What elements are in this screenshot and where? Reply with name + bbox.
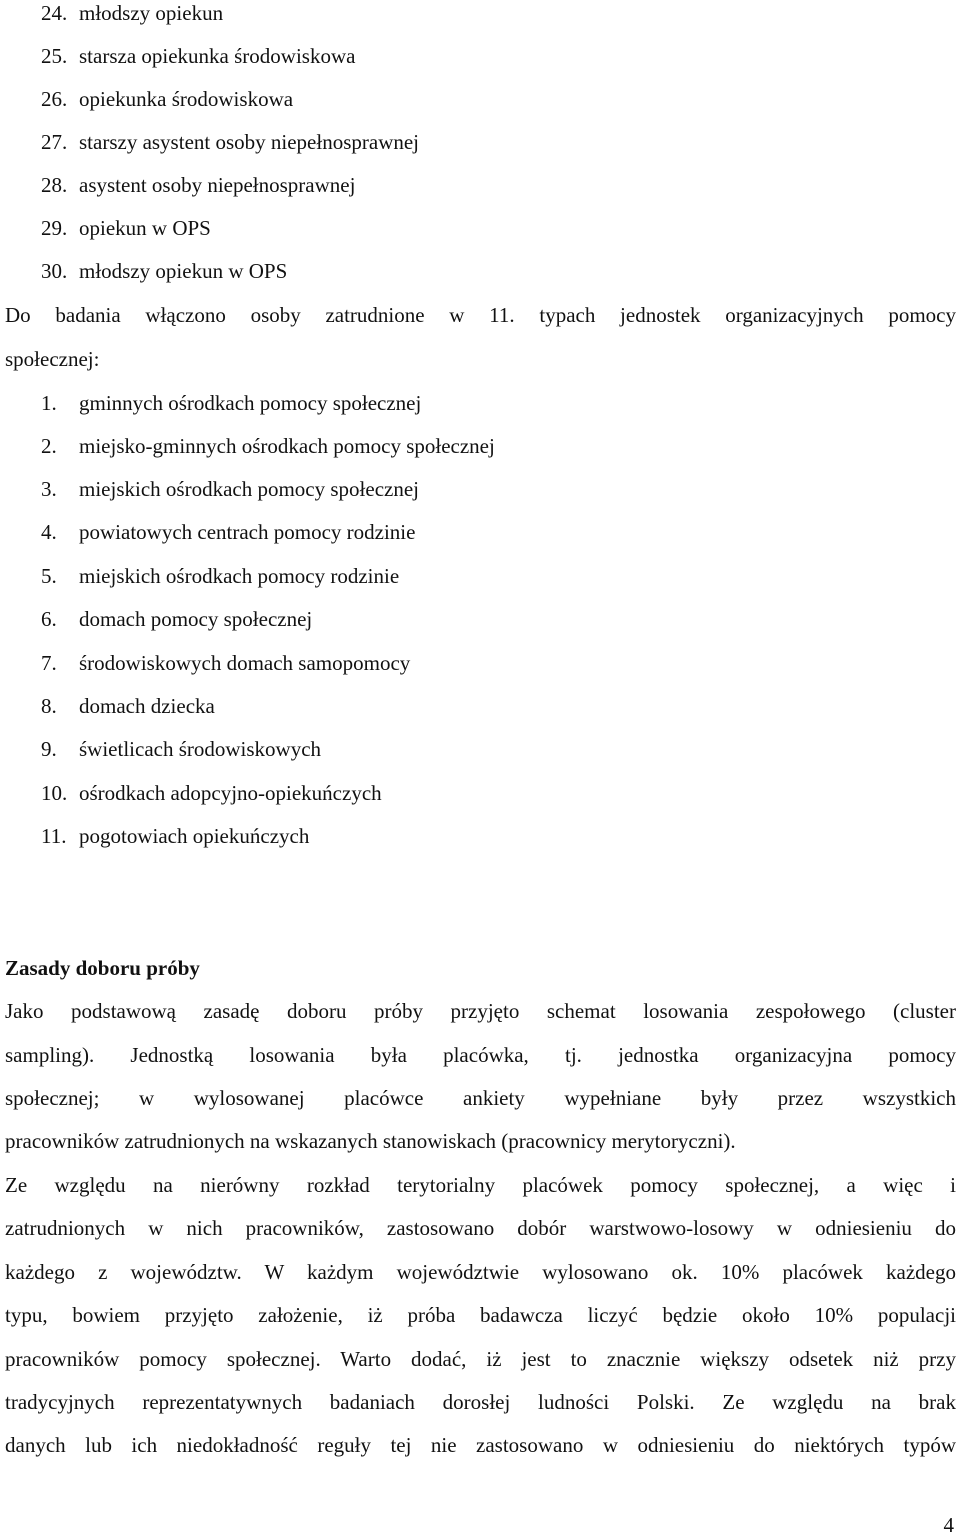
list-item-text: młodszy opiekun w OPS <box>79 259 288 283</box>
list-item <box>41 739 321 760</box>
list-item <box>41 653 410 674</box>
page-number: 4 <box>943 1513 954 1537</box>
list-item-text: asystent osoby niepełnosprawnej <box>79 173 356 197</box>
list-item-number: 11. <box>41 824 67 848</box>
list-item-text: miejskich ośrodkach pomocy społecznej <box>79 477 419 501</box>
paragraph-line: pracowników zatrudnionych na wskazanych stanowiskach (pracownicy merytoryczni). <box>5 1129 736 1153</box>
intro-text: Do badania włączono osoby zatrudnione w 11. typach jednostek organizacyjnych pomocy <box>5 303 956 327</box>
list-item-number: 10. <box>41 781 68 805</box>
list-item-text: młodszy opiekun <box>79 1 224 25</box>
list-item <box>41 393 421 414</box>
list-item-number: 28. <box>41 173 68 197</box>
list-item-number: 1. <box>41 391 57 415</box>
section-heading: Zasady doboru próby <box>5 956 200 980</box>
list-item-text: świetlicach środowiskowych <box>79 737 322 761</box>
paragraph-line: danych lub ich niedokładność reguły tej nie zastosowano w odniesieniu do niektórych typów <box>5 1433 956 1457</box>
paragraph-line: pracowników pomocy społecznej. Warto dodać, iż jest to znacznie większy odsetek niż przy <box>5 1347 956 1371</box>
list-item-text: starsza opiekunka środowiskowa <box>79 44 356 68</box>
list-item-number: 2. <box>41 434 57 458</box>
list-item <box>41 218 211 239</box>
list-item <box>41 46 355 67</box>
list-item-text: domach pomocy społecznej <box>79 607 313 631</box>
list-item <box>41 566 399 587</box>
list-item-text: starszy asystent osoby niepełnosprawnej <box>79 130 420 154</box>
list-item-number: 7. <box>41 651 57 675</box>
list-item <box>41 696 215 717</box>
paragraph-line: społecznej; w wylosowanej placówce ankiety wypełniane były przez wszystkich <box>5 1086 956 1110</box>
list-item-number: 8. <box>41 694 57 718</box>
paragraph-line: typu, bowiem przyjęto założenie, iż próba badawcza liczyć będzie około 10% populacji <box>5 1303 956 1327</box>
list-item-number: 24. <box>41 1 68 25</box>
list-item-text: gminnych ośrodkach pomocy społecznej <box>79 391 422 415</box>
list-item-text: opiekunka środowiskowa <box>79 87 294 111</box>
list-item-number: 9. <box>41 737 57 761</box>
list-item-number: 26. <box>41 87 68 111</box>
list-item <box>41 3 223 24</box>
list-item-text: środowiskowych domach samopomocy <box>79 651 411 675</box>
paragraph-line: zatrudnionych w nich pracowników, zastosowano dobór warstwowo-losowy w odniesieniu do <box>5 1216 956 1240</box>
list-item-text: powiatowych centrach pomocy rodzinie <box>79 520 416 544</box>
list-item <box>41 783 382 804</box>
list-item-number: 6. <box>41 607 57 631</box>
paragraph-line: każdego z województw. W każdym województwie wylosowano ok. 10% placówek każdego <box>5 1260 956 1284</box>
list-item <box>41 826 309 847</box>
list-item-text: domach dziecka <box>79 694 215 718</box>
list-item-number: 3. <box>41 477 57 501</box>
list-item <box>41 89 293 110</box>
list-item-text: ośrodkach adopcyjno-opiekuńczych <box>79 781 382 805</box>
list-item-text: opiekun w OPS <box>79 216 211 240</box>
list-item <box>41 132 419 153</box>
list-item-text: miejskich ośrodkach pomocy rodzinie <box>79 564 400 588</box>
list-item <box>41 261 287 282</box>
list-item <box>41 609 312 630</box>
paragraph-line: Jako podstawową zasadę doboru próby przyjęto schemat losowania zespołowego (cluster <box>5 999 956 1023</box>
list-item-number: 25. <box>41 44 68 68</box>
list-item-number: 5. <box>41 564 57 588</box>
list-item-number: 29. <box>41 216 68 240</box>
paragraph-line: sampling). Jednostką losowania była placówka, tj. jednostka organizacyjna pomocy <box>5 1043 956 1067</box>
list-item-number: 27. <box>41 130 68 154</box>
paragraph-line: tradycyjnych reprezentatywnych badaniach dorosłej ludności Polski. Ze względu na brak <box>5 1390 956 1414</box>
list-item-text: pogotowiach opiekuńczych <box>79 824 310 848</box>
list-item-text: miejsko-gminnych ośrodkach pomocy społecznej <box>79 434 495 458</box>
list-item <box>41 479 419 500</box>
list-item <box>41 175 355 196</box>
list-item <box>41 522 415 543</box>
list-item-number: 30. <box>41 259 68 283</box>
list-item <box>41 436 495 457</box>
paragraph-line: Ze względu na nierówny rozkład terytorialny placówek pomocy społecznej, a więc i <box>5 1173 956 1197</box>
intro-text-continuation: społecznej: <box>5 347 100 371</box>
list-item-number: 4. <box>41 520 57 544</box>
